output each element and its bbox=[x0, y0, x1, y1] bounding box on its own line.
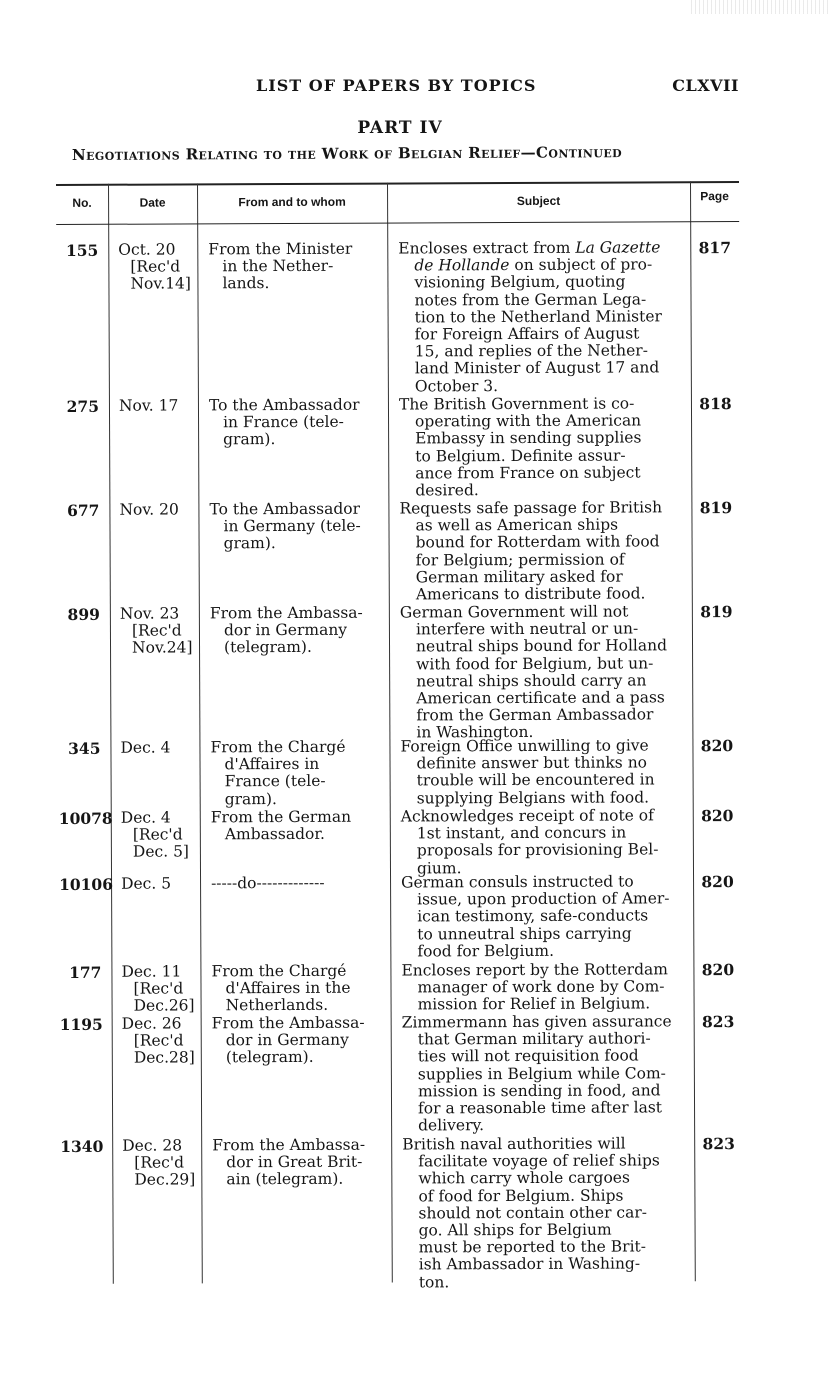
from-line: Netherlands. bbox=[225, 996, 329, 1015]
subject-line: ican testimony, safe-conducts bbox=[417, 906, 649, 926]
part-title: PART IV bbox=[357, 118, 443, 138]
table-row bbox=[58, 736, 741, 808]
paper-number: 677 bbox=[67, 500, 100, 520]
date-line: Nov. 20 bbox=[119, 500, 179, 519]
page-reference: 819 bbox=[699, 498, 733, 518]
date-line: [Rec'd bbox=[131, 621, 182, 640]
page-reference: 820 bbox=[701, 806, 734, 826]
date-line: Nov. 23 bbox=[119, 604, 180, 623]
subject-line: as well as American ships bbox=[415, 515, 619, 535]
paper-date bbox=[119, 501, 203, 519]
subject-line: neutral ships bound for Holland bbox=[415, 636, 668, 656]
subject-line: for a reasonable time after last bbox=[417, 1098, 663, 1118]
page-reference: 820 bbox=[701, 960, 735, 980]
subject-line: German military asked for bbox=[415, 567, 623, 587]
from-line: From the Chargé bbox=[210, 737, 346, 757]
subject-line: facilitate voyage of relief ships bbox=[418, 1151, 660, 1171]
paper-from-to bbox=[209, 501, 384, 553]
paper-date bbox=[121, 809, 205, 861]
subject-line: bound for Rotterdam with food bbox=[415, 532, 660, 552]
subject-line: supplies in Belgium while Com- bbox=[417, 1063, 666, 1084]
from-line: To the Ambassador bbox=[208, 395, 360, 415]
from-line: From the Ambassa- bbox=[209, 603, 363, 623]
subject-line: 15, and replies of the Nether- bbox=[414, 341, 648, 361]
paper-date bbox=[119, 397, 203, 415]
paper-number: 177 bbox=[69, 962, 102, 982]
from-line: dor in Germany bbox=[225, 1030, 349, 1050]
subject-line: Encloses report by the Rotterdam bbox=[401, 960, 668, 980]
date-line: Dec.29] bbox=[134, 1170, 196, 1190]
subject-line: ance from France on subject bbox=[415, 463, 641, 483]
subject-line: notes from the German Lega- bbox=[414, 290, 647, 310]
paper-subject bbox=[401, 807, 685, 877]
paper-from-to bbox=[211, 875, 386, 893]
subject-line: that German military authori- bbox=[417, 1029, 651, 1049]
page-reference: 819 bbox=[700, 602, 733, 622]
subject-line: desired. bbox=[415, 481, 479, 500]
from-line: in the Nether- bbox=[222, 256, 334, 276]
paper-from-to bbox=[211, 963, 386, 1015]
section-title: Negotiations Relating to the Work of Belgian Relief—Continued bbox=[71, 143, 623, 164]
paper-subject bbox=[402, 1135, 687, 1291]
from-line: Ambassador. bbox=[224, 825, 325, 844]
subject-line: mission is sending in food, and bbox=[417, 1081, 661, 1101]
paper-number: 275 bbox=[66, 396, 100, 416]
page-reference: 823 bbox=[701, 1012, 735, 1032]
subject-line: trouble will be encountered in bbox=[416, 770, 655, 790]
subject-line: for Belgium; permission of bbox=[415, 550, 625, 570]
paper-from-to bbox=[212, 1015, 387, 1067]
subject-line: should not contain other car- bbox=[418, 1203, 648, 1223]
column-divider bbox=[108, 184, 114, 1284]
from-line: From the Minister bbox=[208, 239, 353, 259]
paper-date bbox=[118, 241, 202, 293]
table-row bbox=[58, 602, 741, 742]
table-row bbox=[59, 960, 742, 1016]
paper-subject bbox=[400, 737, 684, 807]
date-line: Dec. 11 bbox=[121, 962, 182, 981]
header-date: Date bbox=[139, 195, 166, 210]
table-row bbox=[56, 238, 739, 396]
subject-line: October 3. bbox=[414, 376, 499, 396]
paper-subject bbox=[400, 603, 685, 742]
subject-line: Acknowledges receipt of note of bbox=[400, 806, 654, 826]
paper-date bbox=[122, 1137, 206, 1189]
subject-line: food for Belgium. bbox=[417, 941, 555, 961]
from-line: dor in Germany bbox=[223, 620, 348, 640]
subject-line: in Washington. bbox=[416, 723, 534, 742]
paper-subject bbox=[402, 1013, 687, 1135]
subject-line: with food for Belgium, but un- bbox=[416, 654, 654, 674]
paper-from-to bbox=[208, 241, 383, 293]
date-line: Dec. 5 bbox=[121, 874, 172, 893]
from-line: gram). bbox=[223, 430, 276, 449]
table-row bbox=[58, 806, 742, 878]
header-subject: Subject bbox=[516, 193, 561, 208]
subject-line: German consuls instructed to bbox=[401, 872, 634, 892]
from-line: -----do------------- bbox=[211, 873, 325, 893]
paper-date bbox=[120, 739, 204, 757]
running-head bbox=[0, 76, 831, 100]
subject-line: ish Ambassador in Washing- bbox=[418, 1254, 641, 1274]
subject-line: tion to the Netherland Minister bbox=[414, 307, 662, 327]
date-line: Nov. 17 bbox=[118, 396, 179, 415]
paper-subject bbox=[401, 961, 685, 1014]
from-line: in France (tele- bbox=[223, 412, 344, 432]
subject-line: neutral ships should carry an bbox=[416, 671, 647, 691]
from-line: (telegram). bbox=[223, 638, 312, 657]
date-line: [Rec'd bbox=[130, 257, 181, 276]
subject-line: de Hollande on subject of pro- bbox=[414, 255, 653, 275]
subject-line: mission for Relief in Belgium. bbox=[417, 994, 651, 1014]
date-line: Nov.14] bbox=[130, 274, 191, 294]
paper-number: 10078 bbox=[58, 808, 113, 828]
paper-from-to bbox=[210, 739, 385, 809]
date-line: Dec. 5] bbox=[132, 842, 190, 862]
date-line: Oct. 20 bbox=[118, 240, 176, 259]
paper-number: 10106 bbox=[59, 874, 114, 894]
subject-line: operating with the American bbox=[415, 411, 642, 431]
paper-subject bbox=[401, 873, 685, 960]
subject-line: German Government will not bbox=[399, 602, 629, 622]
papers-table bbox=[56, 181, 744, 1292]
paper-number: 1340 bbox=[60, 1136, 104, 1156]
paper-date bbox=[121, 875, 205, 893]
header-no: No. bbox=[72, 195, 92, 210]
subject-line: from the German Ambassador bbox=[416, 705, 654, 725]
date-line: [Rec'd bbox=[132, 825, 183, 844]
paper-number: 345 bbox=[68, 738, 101, 758]
page-reference: 820 bbox=[700, 736, 734, 756]
from-line: (telegram). bbox=[225, 1048, 314, 1067]
paper-date bbox=[121, 963, 205, 1015]
paper-number: 899 bbox=[67, 604, 100, 624]
from-line: From the Chargé bbox=[211, 961, 347, 981]
page-reference: 823 bbox=[702, 1134, 735, 1154]
paper-from-to bbox=[212, 1137, 387, 1189]
table-top-rule bbox=[56, 181, 739, 186]
subject-line: proposals for provisioning Bel- bbox=[416, 840, 659, 860]
paper-subject bbox=[398, 239, 683, 395]
table-header-rule bbox=[56, 221, 739, 225]
date-line: Dec. 4 bbox=[120, 738, 171, 757]
page-reference: 818 bbox=[699, 394, 732, 414]
subject-line: Requests safe passage for British bbox=[399, 498, 663, 518]
page-reference: 817 bbox=[698, 238, 731, 258]
table-row bbox=[59, 872, 742, 961]
subject-line: gium. bbox=[416, 858, 462, 878]
column-divider bbox=[690, 181, 696, 1281]
subject-line: of food for Belgium. Ships bbox=[418, 1186, 624, 1206]
running-title: LIST OF PAPERS BY TOPICS bbox=[256, 76, 537, 95]
from-line: France (tele- bbox=[224, 772, 326, 791]
from-line: To the Ambassador bbox=[209, 499, 361, 519]
paper-date bbox=[122, 1015, 206, 1067]
subject-line: which carry whole cargoes bbox=[418, 1168, 630, 1188]
date-line: Dec.28] bbox=[133, 1048, 195, 1068]
from-line: From the Ambassa- bbox=[211, 1013, 365, 1033]
paper-from-to bbox=[211, 809, 386, 844]
from-line: lands. bbox=[222, 274, 270, 293]
subject-line: Encloses extract from La Gazette bbox=[398, 238, 661, 258]
subject-line: to unneutral ships carrying bbox=[417, 924, 632, 944]
paper-date bbox=[120, 605, 204, 657]
scan-noise bbox=[691, 0, 831, 14]
paper-number: 1195 bbox=[59, 1014, 103, 1034]
date-line: [Rec'd bbox=[133, 1031, 184, 1050]
date-line: Nov.24] bbox=[131, 638, 193, 658]
subject-line: 1st instant, and concurs in bbox=[416, 823, 627, 843]
column-divider bbox=[197, 183, 203, 1283]
page-number-roman: CLXVII bbox=[672, 76, 739, 95]
subject-line: Embassy in sending supplies bbox=[415, 428, 642, 448]
subject-line: The British Government is co- bbox=[398, 394, 635, 414]
subject-line: to Belgium. Definite assur- bbox=[415, 446, 626, 466]
subject-line: ton. bbox=[418, 1272, 450, 1292]
table-row bbox=[60, 1134, 743, 1292]
subject-line: land Minister of August 17 and bbox=[414, 358, 660, 378]
subject-line: manager of work done by Com- bbox=[417, 977, 665, 997]
paper-subject bbox=[399, 395, 683, 499]
from-line: d'Affaires in the bbox=[225, 978, 351, 998]
header-from: From and to whom bbox=[238, 194, 346, 210]
from-line: gram). bbox=[223, 534, 276, 553]
subject-line: British naval authorities will bbox=[402, 1134, 626, 1154]
paper-from-to bbox=[210, 605, 385, 657]
header-page: Page bbox=[700, 189, 729, 204]
subject-line: visioning Belgium, quoting bbox=[414, 272, 626, 292]
date-line: Dec.26] bbox=[133, 996, 195, 1016]
subject-line: Americans to distribute food. bbox=[415, 584, 646, 604]
subject-line: go. All ships for Belgium bbox=[418, 1220, 612, 1240]
date-line: Dec. 28 bbox=[122, 1136, 183, 1155]
from-line: d'Affaires in bbox=[224, 755, 320, 774]
from-line: in Germany (tele- bbox=[223, 516, 361, 536]
from-line: gram). bbox=[224, 789, 277, 808]
date-line: Dec. 26 bbox=[121, 1014, 182, 1033]
subject-line: for Foreign Affairs of August bbox=[414, 324, 640, 344]
subject-line: interfere with neutral or un- bbox=[415, 619, 639, 639]
from-line: From the German bbox=[210, 807, 352, 827]
table-row bbox=[57, 394, 740, 500]
date-line: [Rec'd bbox=[133, 979, 184, 998]
subject-line: definite answer but thinks no bbox=[416, 753, 648, 773]
page-reference: 820 bbox=[701, 872, 734, 892]
paper-number: 155 bbox=[65, 240, 99, 260]
date-line: [Rec'd bbox=[134, 1153, 185, 1172]
paper-from-to bbox=[209, 397, 384, 449]
subject-line: supplying Belgians with food. bbox=[416, 788, 650, 808]
from-line: dor in Great Brit- bbox=[226, 1152, 363, 1172]
subject-line: issue, upon production of Amer- bbox=[417, 889, 670, 909]
subject-line: must be reported to the Brit- bbox=[418, 1237, 647, 1257]
table-row bbox=[57, 498, 740, 604]
column-divider bbox=[387, 183, 393, 1283]
subject-line: delivery. bbox=[418, 1116, 485, 1135]
subject-line: Zimmermann has given assurance bbox=[401, 1012, 672, 1032]
subject-line: Foreign Office unwilling to give bbox=[400, 736, 649, 756]
subject-line: American certificate and a pass bbox=[416, 688, 665, 708]
date-line: Dec. 4 bbox=[120, 808, 171, 827]
paper-subject bbox=[399, 499, 683, 603]
subject-line: ties will not requisition food bbox=[417, 1046, 639, 1066]
from-line: From the Ambassa- bbox=[212, 1135, 366, 1155]
from-line: ain (telegram). bbox=[226, 1170, 344, 1189]
